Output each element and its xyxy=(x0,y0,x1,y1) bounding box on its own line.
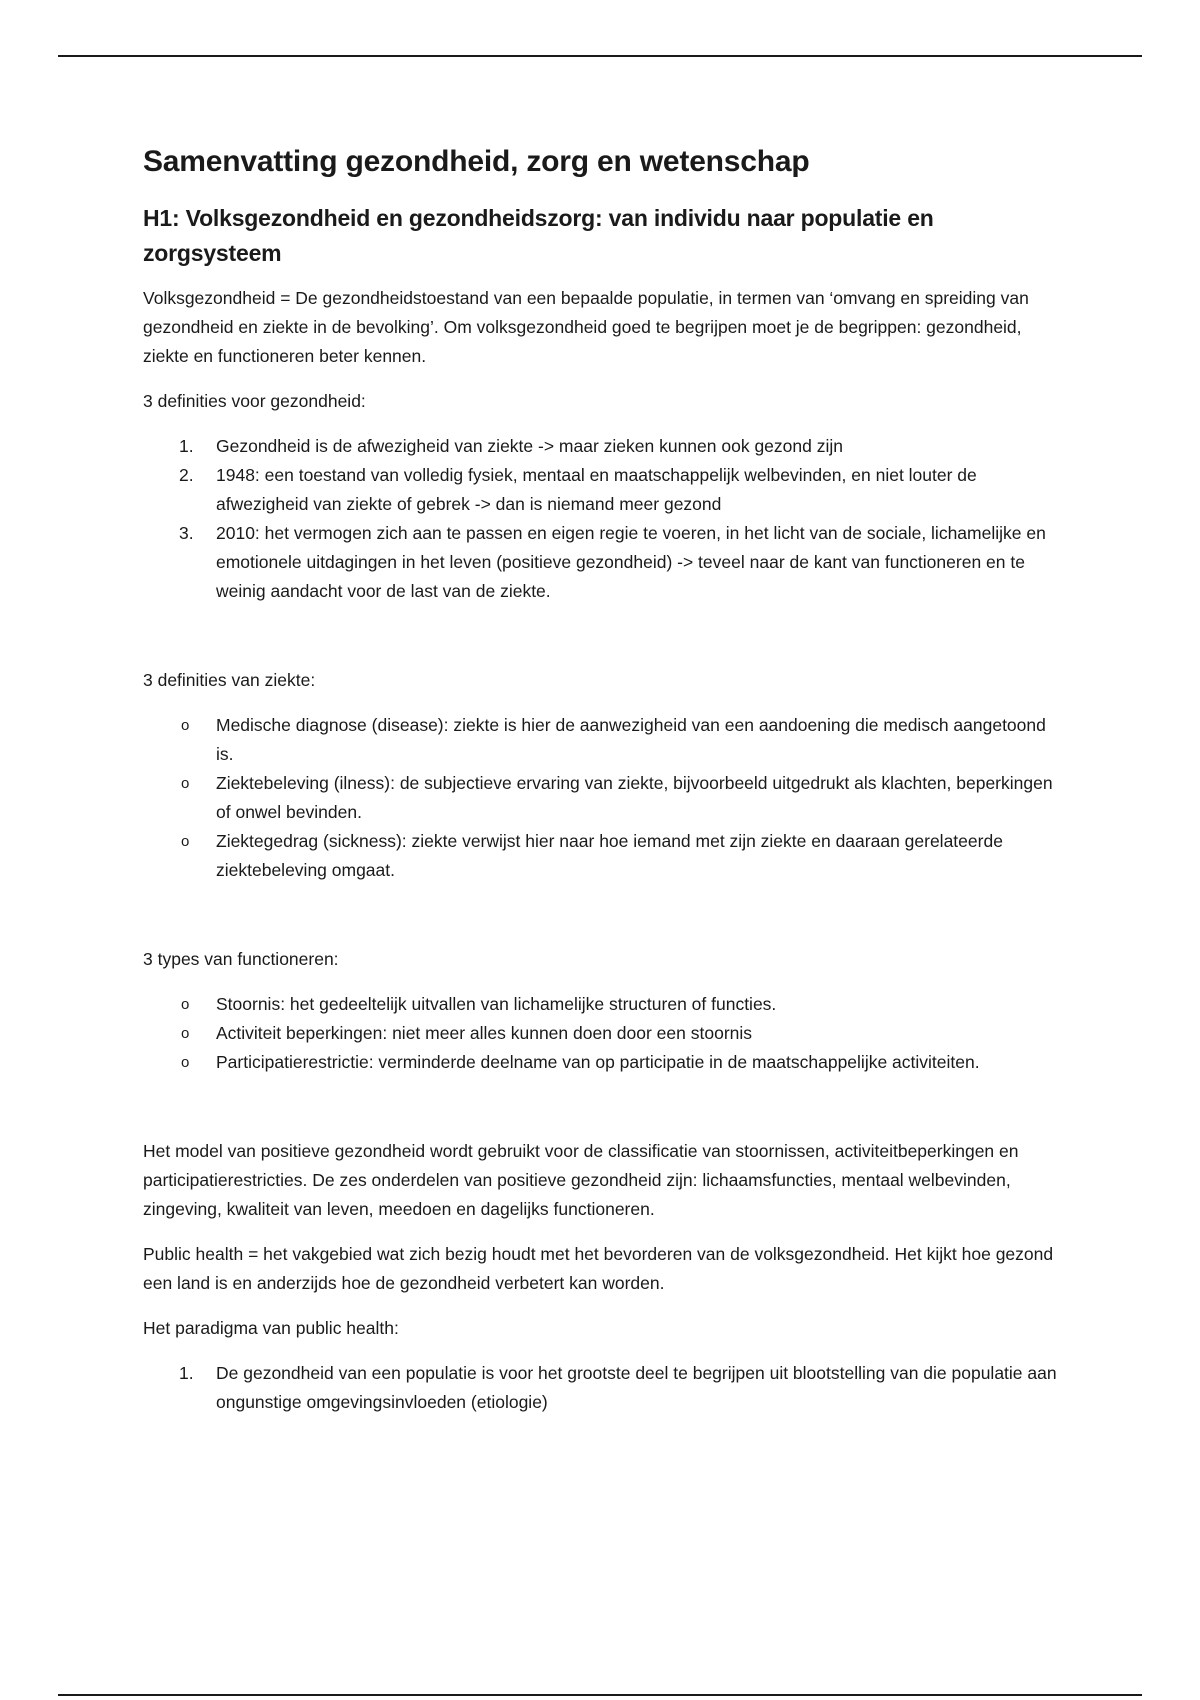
bullet-circle-icon: o xyxy=(181,775,190,792)
chapter-heading: H1: Volksgezondheid en gezondheidszorg: van individu naar populatie en zorgsysteem xyxy=(143,205,934,266)
list-item xyxy=(143,519,1063,606)
paragraph-public-health: Public health = het vakgebied wat zich bezig houdt met het bevorderen van de volksgezondheid. Het kijkt hoe gezond een land is en anderzijds hoe de gezondheid verbetert kan worden. xyxy=(143,1244,1054,1293)
list-item-text: Ziektebeleving (ilness): de subjectieve ervaring van ziekte, bijvoorbeeld uitgedrukt als klachten, beperkingen of onwel bevinden. xyxy=(216,773,1053,822)
list-item-text: De gezondheid van een populatie is voor het grootste deel te begrijpen uit blootstelling van die populatie aan ongunstige omgevingsinvloeden (etiologie) xyxy=(216,1363,1057,1412)
bullet-circle-icon: o xyxy=(181,1054,190,1071)
bullet-circle-icon: o xyxy=(181,833,190,850)
document-page xyxy=(143,142,1063,1433)
spacer xyxy=(143,901,1063,945)
list-item-text: Gezondheid is de afwezigheid van ziekte -> maar zieken kunnen ook gezond zijn xyxy=(216,436,843,456)
header-rule xyxy=(58,55,1142,57)
paradigm-list xyxy=(143,1359,1063,1417)
section-label-paradigm: Het paradigma van public health: xyxy=(143,1318,399,1338)
section-label-health-definitions: 3 definities voor gezondheid: xyxy=(143,391,366,411)
health-definitions-list xyxy=(143,432,1063,606)
list-item xyxy=(143,1019,1063,1048)
paragraph-volksgezondheid: Volksgezondheid = De gezondheidstoestand van een bepaalde populatie, in termen van ‘omvang en spreiding van gezondheid en ziekte in de bevolking’. Om volksgezondheid goed te begrijpen moet je de begrippen: gezondheid, ziekte en functioneren beter kennen. xyxy=(143,288,1029,366)
list-item-text: Stoornis: het gedeeltelijk uitvallen van lichamelijke structuren of functies. xyxy=(216,994,777,1014)
bullet-circle-icon: o xyxy=(181,996,190,1013)
list-item-text: 1948: een toestand van volledig fysiek, mentaal en maatschappelijk welbevinden, en niet louter de afwezigheid van ziekte of gebrek -> dan is niemand meer gezond xyxy=(216,465,977,514)
list-item xyxy=(143,711,1063,769)
bullet-circle-icon: o xyxy=(181,717,190,734)
list-item xyxy=(143,769,1063,827)
disease-definitions-list xyxy=(143,711,1063,885)
list-item xyxy=(143,827,1063,885)
list-number: 1. xyxy=(179,436,194,456)
list-item xyxy=(143,432,1063,461)
footer-rule xyxy=(58,1694,1142,1696)
section-label-disease-definitions: 3 definities van ziekte: xyxy=(143,670,316,690)
spacer xyxy=(143,622,1063,666)
list-item-text: Ziektegedrag (sickness): ziekte verwijst hier naar hoe iemand met zijn ziekte en daaraan gerelateerde ziektebeleving omgaat. xyxy=(216,831,1003,880)
list-item-text: Activiteit beperkingen: niet meer alles kunnen doen door een stoornis xyxy=(216,1023,753,1043)
bullet-circle-icon: o xyxy=(181,1025,190,1042)
list-item-text: 2010: het vermogen zich aan te passen en eigen regie te voeren, in het licht van de sociale, lichamelijke en emotionele uitdagingen in het leven (positieve gezondheid) -> teveel naar de kant van functioneren en te weinig aandacht voor de last van de ziekte. xyxy=(216,523,1046,601)
list-item xyxy=(143,461,1063,519)
list-item-text: Medische diagnose (disease): ziekte is hier de aanwezigheid van een aandoening die medisch aangetoond is. xyxy=(216,715,1046,764)
list-number: 2. xyxy=(179,465,194,485)
list-item xyxy=(143,990,1063,1019)
section-label-functioning-types: 3 types van functioneren: xyxy=(143,949,339,969)
list-item xyxy=(143,1359,1063,1417)
spacer xyxy=(143,1093,1063,1137)
paragraph-model-positive-health: Het model van positieve gezondheid wordt gebruikt voor de classificatie van stoornissen, activiteitbeperkingen en participatierestricties. De zes onderdelen van positieve gezondheid zijn: lichaamsfuncties, mentaal welbevinden, zingeving, kwaliteit van leven, meedoen en dagelijks functioneren. xyxy=(143,1141,1019,1219)
list-item-text: Participatierestrictie: verminderde deelname van op participatie in de maatschappelijke activiteiten. xyxy=(216,1052,980,1072)
list-item xyxy=(143,1048,1063,1077)
document-title: Samenvatting gezondheid, zorg en wetenschap xyxy=(143,145,810,178)
functioning-types-list xyxy=(143,990,1063,1077)
list-number: 1. xyxy=(179,1363,194,1383)
list-number: 3. xyxy=(179,523,194,543)
